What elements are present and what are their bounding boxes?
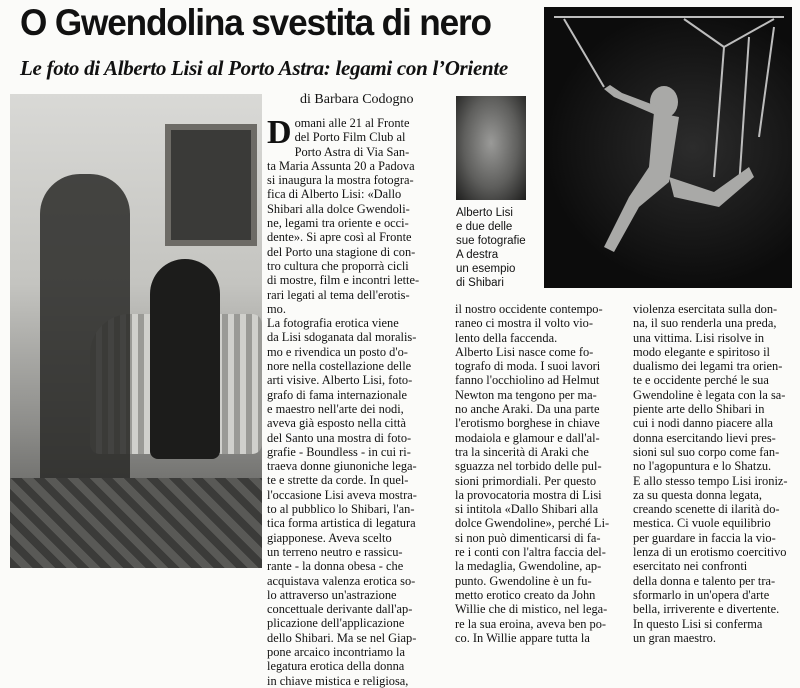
photo-alberto-lisi-portrait — [456, 96, 526, 200]
caption-line: sue fotografie — [456, 235, 526, 247]
article-line: ta Maria Assunta 20 a Padova — [267, 158, 415, 173]
article-line: Porto Astra di Via San- — [294, 144, 410, 159]
article-line: un terreno neutro e rassicu- — [267, 544, 403, 559]
article-line: violenza esercitata sulla don- — [633, 302, 778, 316]
byline: di Barbara Codogno — [300, 92, 414, 107]
article-line: giapponese. Aveva scelto — [267, 530, 392, 545]
article-line: tografo di moda. I suoi lavori — [455, 359, 601, 374]
article-line: mo e rivendica un posto d'o- — [267, 344, 408, 359]
caption-line: un esempio — [456, 263, 516, 275]
article-column-1 — [267, 116, 447, 688]
article-line: modaiola e glamour e dall'al- — [455, 430, 600, 445]
article-line: te e strette da corde. In quel- — [267, 473, 409, 488]
article-line: pone arcaico incontriamo la — [267, 644, 405, 659]
article-line: l'erotismo borghese in chiave — [455, 416, 600, 431]
article-line: si intitola «Dallo Shibari alla — [455, 502, 599, 517]
article-line: per guardare in faccia la vio- — [633, 530, 776, 545]
article-line: no l'agopuntura e lo Shatzu. — [633, 459, 772, 474]
article-line: plicazione dell'applicazione — [267, 616, 405, 631]
article-line: fanno l'occhiolino ad Helmut — [455, 373, 600, 388]
article-line: to al pubblico lo Shibari, l'an- — [267, 502, 415, 517]
article-line: za su questa donna legata, — [633, 487, 763, 502]
article-line: nore nella costellazione delle — [267, 359, 412, 374]
article-column-3 — [633, 302, 795, 645]
article-line: del Porto una stagione di con- — [267, 244, 416, 259]
article-line: rari legati al tema dell'erotis- — [267, 287, 410, 302]
article-line: creando scenette di ilarità do- — [633, 502, 780, 517]
article-line: In questo Lisi si conferma — [633, 616, 763, 631]
article-line: Newton ma tengono per ma- — [455, 387, 597, 402]
article-line: in chiave mistica e religiosa, — [267, 673, 409, 688]
subtitle: Le foto di Alberto Lisi al Porto Astra: legami con l’Oriente — [20, 56, 508, 80]
article-line: modo elegante e spiritoso il — [633, 344, 770, 359]
photo-gwendolina — [10, 94, 262, 568]
article-line: del Santo una mostra di foto- — [267, 430, 412, 445]
article-line: sguazza nel torbido delle pul- — [455, 459, 602, 474]
article-line: mestica. Ci vuole equilibrio — [633, 516, 771, 531]
article-line: donna esercitando lievi pres- — [633, 430, 776, 445]
article-line: fica di Alberto Lisi: «Dallo — [267, 187, 402, 202]
article-line: dello Shibari. Ma se nel Giap- — [267, 630, 417, 645]
article-line: acquistava valenza erotica so- — [267, 573, 416, 588]
article-line: di mostre, film e incontri lette- — [267, 273, 420, 288]
article-line: lo attraverso un'astrazione — [267, 587, 397, 602]
article-line: arti visive. Alberto Lisi, foto- — [267, 373, 413, 388]
article-line: una vittima. Lisi risolve in — [633, 330, 765, 345]
caption-line: A destra — [456, 249, 499, 261]
article-line: Shibari alla dolce Gwendoli- — [267, 201, 410, 216]
article-line: da Lisi sdoganata dal moralis- — [267, 330, 417, 345]
article-line: re i conti con l'altra faccia del- — [455, 545, 606, 560]
article-line: piente arte dello Shibari in — [633, 402, 765, 417]
article-line: na, il suo renderla una preda, — [633, 316, 777, 331]
article-line: rante - la donna obesa - che — [267, 559, 404, 574]
article-line: un gran maestro. — [633, 630, 716, 645]
article-line: Alberto Lisi nasce come fo- — [455, 344, 594, 359]
article-line: tica forma artistica di legatura — [267, 516, 416, 531]
article-line: bella, irriverente e divertente. — [633, 602, 780, 617]
article-line: esercitato nei confronti — [633, 559, 748, 574]
article-line: sioni primordiali. Per questo — [455, 473, 597, 488]
article-line: te e occidente perché le sua — [633, 373, 769, 388]
article-line: raneo ci mostra il volto vio- — [455, 316, 593, 331]
drop-cap: D — [267, 114, 292, 151]
article-line: Gwendoline è legata con la sa- — [633, 387, 786, 402]
article-line: l'occasione Lisi aveva mostra- — [267, 487, 417, 502]
article-line: E allo stesso tempo Lisi ironiz- — [633, 473, 788, 488]
caption-line: e due delle — [456, 221, 513, 233]
article-line: la medaglia, Gwendoline, ap- — [455, 559, 602, 574]
article-line: sioni sul suo corpo come fan- — [633, 444, 780, 459]
article-line: co. In Willie appare tutta la — [455, 630, 590, 645]
seated-model — [150, 259, 220, 459]
article-line: si non può dimenticarsi di fa- — [455, 530, 601, 545]
article-column-2 — [455, 302, 630, 645]
article-line: della donna e talento per tra- — [633, 573, 776, 588]
article-line: legatura erotica della donna — [267, 659, 405, 674]
wall-painting — [165, 124, 257, 246]
standing-model — [40, 174, 130, 504]
article-line: tra la sincerità di Araki che — [455, 444, 589, 459]
article-line: mo. — [267, 301, 286, 316]
article-line: concettuale derivante dall'ap- — [267, 602, 413, 617]
article-line: no anche Araki. Da una parte — [455, 402, 600, 417]
patterned-floor — [10, 478, 262, 568]
article-line: dualismo dei legami tra orien- — [633, 359, 783, 374]
article-line: dente». Si apre così al Fronte — [267, 230, 412, 245]
article-line: sformarlo in un'opera d'arte — [633, 587, 770, 602]
article-line: la provocatoria mostra di Lisi — [455, 487, 602, 502]
article-line: del Porto Film Club al — [294, 130, 406, 145]
photo-caption — [456, 206, 540, 290]
article-line: e maestro nell'arte dei nodi, — [267, 401, 404, 416]
shibari-illustration — [544, 7, 792, 288]
article-line: grafie - Boundless - in cui ri- — [267, 444, 411, 459]
caption-line: Alberto Lisi — [456, 207, 513, 219]
article-line: il nostro occidente contempo- — [455, 302, 603, 316]
article-line: si inaugura la mostra fotogra- — [267, 173, 414, 188]
article-line: dolce Gwendoline», perché Li- — [455, 516, 610, 531]
article-line: aveva già esposto nella città — [267, 416, 406, 431]
article-line: ne, legami tra oriente e occi- — [267, 216, 409, 231]
article-line: tro cultura che proporrà cicli — [267, 258, 409, 273]
article-line: re la sua eroina, aveva ben po- — [455, 616, 607, 631]
article-line: traeva donne giunoniche lega- — [267, 459, 417, 474]
article-line: punto. Gwendoline è un fu- — [455, 573, 592, 588]
article-line: Willie che di mistico, nel lega- — [455, 602, 608, 617]
article-line: metto erotico creato da John — [455, 587, 596, 602]
article-line: omani alle 21 al Fronte — [294, 116, 410, 130]
article-line: lento della faccenda. — [455, 330, 558, 345]
article-line: cui i nodi danno piacere alla — [633, 416, 774, 431]
caption-line: di Shibari — [456, 277, 504, 289]
article-line: lenza di un erotismo coercitivo — [633, 545, 787, 560]
article-line: grafo di fama internazionale — [267, 387, 408, 402]
article-line: La fotografia erotica viene — [267, 316, 399, 331]
headline: O Gwendolina svestita di nero — [20, 2, 491, 43]
photo-shibari — [544, 7, 792, 288]
